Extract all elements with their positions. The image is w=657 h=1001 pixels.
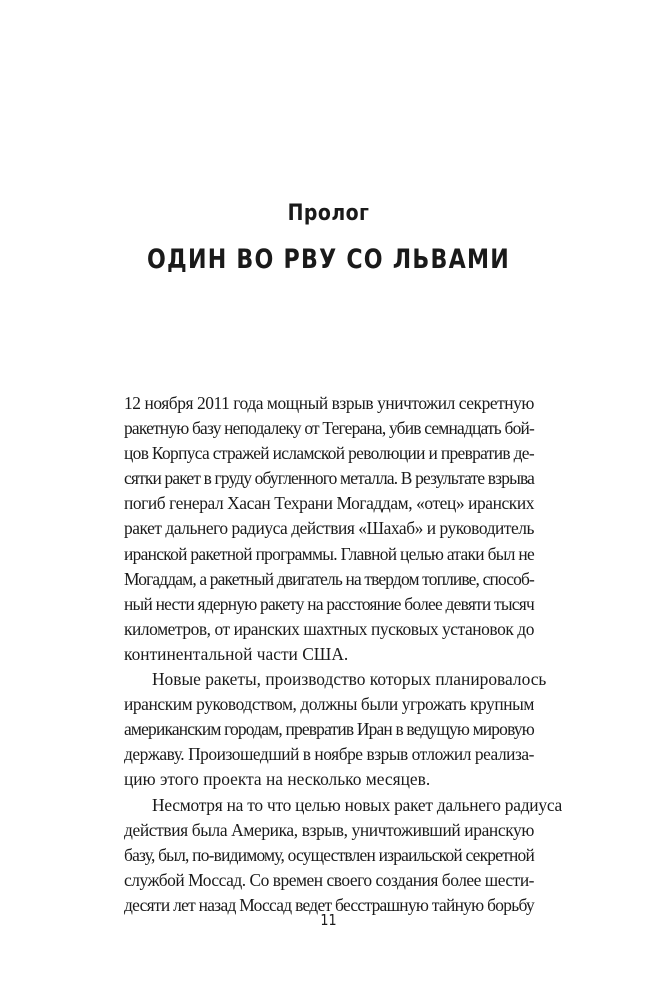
text-line: иранским руководством, должны были угрожать крупным	[124, 694, 534, 715]
text-line: сятки ракет в груду обугленного металла. В результате взрыва	[124, 468, 534, 489]
text-line: Несмотря на то что целью новых ракет дальнего радиуса	[152, 794, 562, 815]
text-line: 12 ноября 2011 года мощный взрыв уничтожил секретную	[124, 393, 534, 413]
paragraph-2	[124, 667, 547, 792]
text-line: ный нести ядерную ракету на расстояние более девяти тысяч	[124, 593, 534, 614]
chapter-label: Пролог	[287, 201, 370, 226]
text-line: погиб генерал Хасан Техрани Могаддам, «отец» иранских	[124, 493, 534, 514]
text-line: километров, от иранских шахтных пусковых установок до	[124, 618, 534, 639]
text-line: действия была Америка, взрыв, уничтоживший иранскую	[124, 819, 534, 840]
page-number: 11	[320, 911, 337, 929]
text-line: иранской ракетной программы. Главной целью атаки был не	[124, 543, 534, 564]
text-line: континентальной части США.	[124, 643, 349, 664]
text-line: цию этого проекта на несколько месяцев.	[124, 769, 431, 790]
text-line: базу, был, по-видимому, осуществлен израильской секретной	[124, 844, 534, 865]
text-line: ракетную базу неподалеку от Тегерана, убив семнадцать бой-	[124, 418, 534, 439]
chapter-title: ОДИН ВО РВУ СО ЛЬВАМИ	[146, 244, 511, 275]
text-line: державу. Произошедший в ноябре взрыв отложил реализа-	[124, 744, 534, 765]
text-line: цов Корпуса стражей исламской революции и превратив де-	[124, 443, 534, 464]
paragraph-3	[124, 793, 562, 918]
text-line: Могаддам, а ракетный двигатель на твердом топливе, способ-	[124, 568, 534, 589]
text-line: службой Моссад. Со времен своего создания более шести-	[124, 869, 534, 890]
text-line: американским городам, превратив Иран в ведущую мировую	[124, 719, 534, 740]
text-line: ракет дальнего радиуса действия «Шахаб» и руководитель	[124, 518, 534, 539]
text-line: десяти лет назад Моссад ведет бесстрашную тайную борьбу	[124, 894, 534, 915]
paragraph-1	[124, 391, 534, 667]
text-line: Новые ракеты, производство которых планировалось	[152, 669, 547, 690]
body-text	[124, 391, 562, 918]
